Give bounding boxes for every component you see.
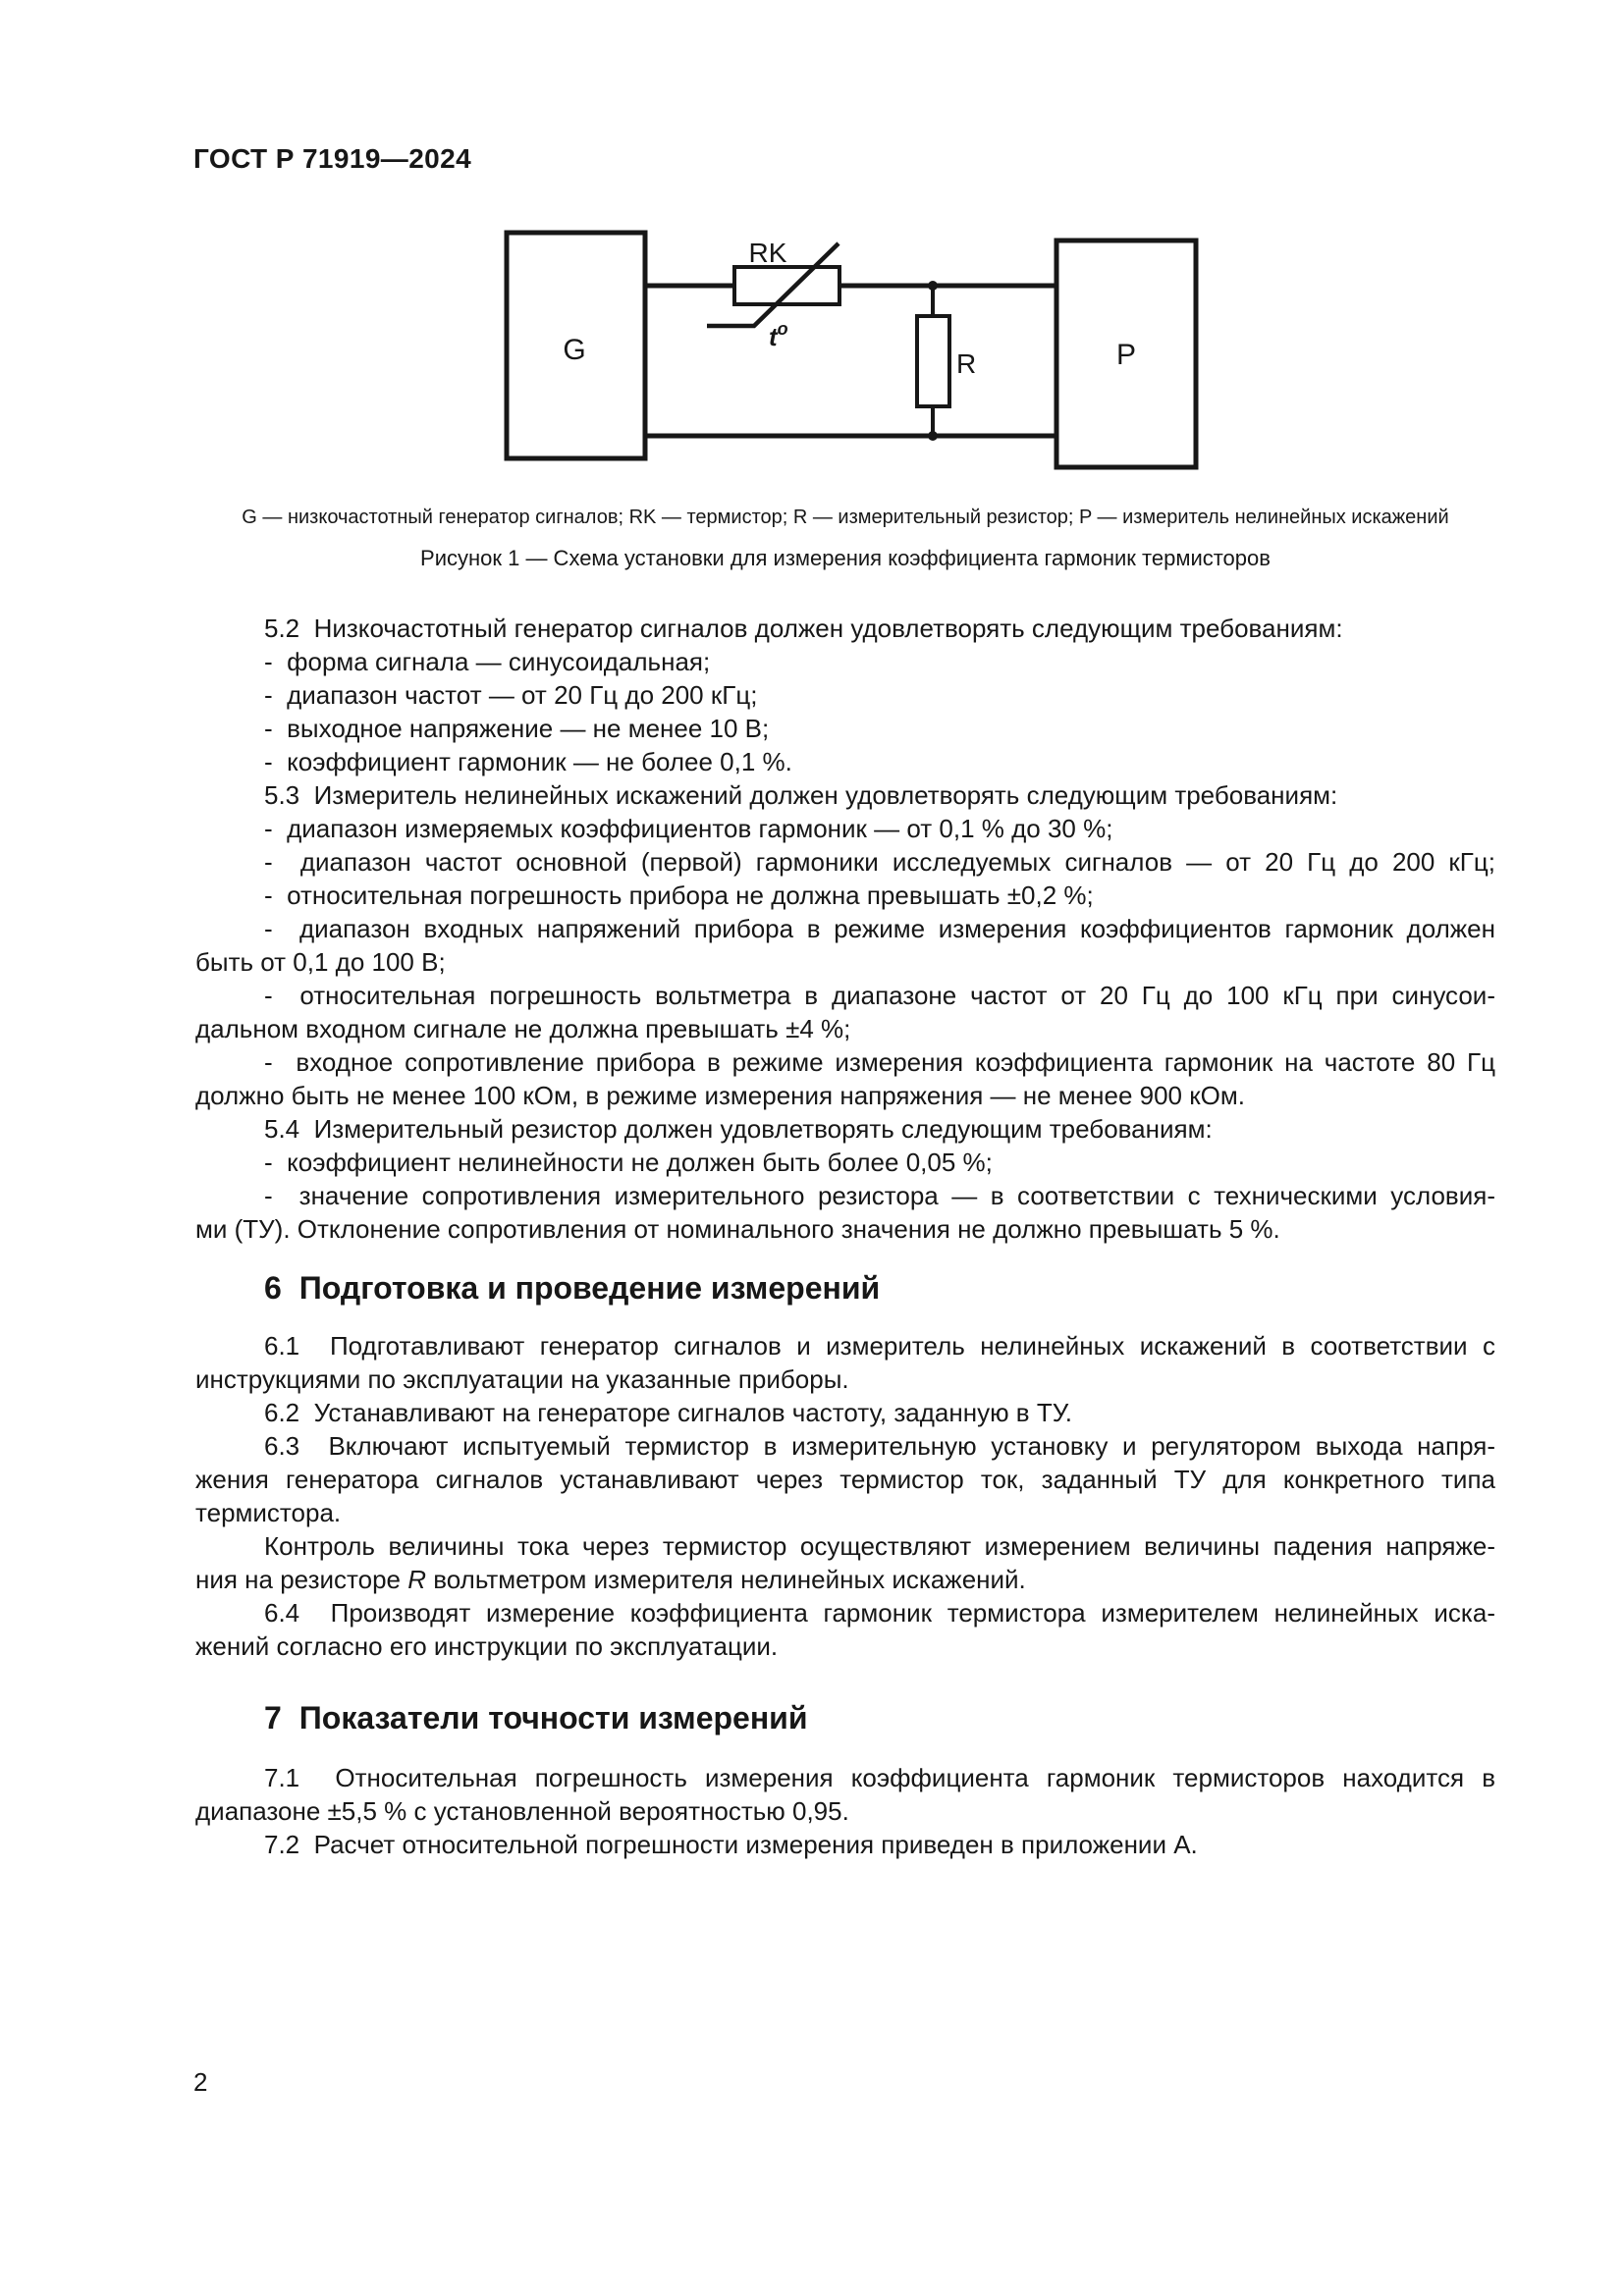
text-line: 7.2 Расчет относительной погрешности измерения приведен в приложении А. [264,1830,1198,1859]
italic-symbol: R [407,1565,427,1594]
text-line: Контроль величины тока через термистор осуществляют измерением величины падения напряже- [264,1531,1495,1561]
section-heading-7 [264,1700,808,1735]
text-line: 6.4 Производят измерение коэффициента гармоник термистора измерителем нелинейных иска- [264,1598,1495,1628]
text-line: - диапазон частот основной (первой) гармоники исследуемых сигналов — от 20 Гц до 200 кГц; [264,847,1495,877]
text-line: должно быть не менее 100 кОм, в режиме измерения напряжения — не менее 900 кОм. [195,1081,1245,1110]
text-line: 6.2 Устанавливают на генераторе сигналов частоту, заданную в ТУ. [264,1398,1073,1427]
section-7-accuracy [195,1761,1495,1861]
temperature-label: $t^o$ [769,319,788,351]
text-line: дальном входном сигнале не должна превышать ±4 %; [195,1014,851,1043]
section-6-procedure [195,1329,1495,1663]
figure-legend: G — низкочастотный генератор сигналов; RK — термистор; R — измерительный резистор; P — измеритель нелинейных искажений [242,507,1449,528]
section-title: Показатели точности измерений [298,1700,808,1735]
section-number: 7 [264,1700,282,1735]
text-line: 6.1 Подготавливают генератор сигналов и измеритель нелинейных искажений в соответствии с [264,1331,1495,1361]
text-line: - входное сопротивление прибора в режиме измерения коэффициента гармоник на частоте 80 Гц [264,1047,1495,1077]
text-line: - относительная погрешность вольтметра в диапазоне частот от 20 Гц до 100 кГц при синусои- [264,981,1495,1010]
page-number: 2 [193,2067,208,2097]
resistor-label: R [956,348,977,379]
text-line: 5.3 Измеритель нелинейных искажений должен удовлетворять следующим требованиям: [264,780,1338,810]
junction-dot-bottom [928,431,938,441]
section-title: Подготовка и проведение измерений [298,1270,881,1306]
text-line: инструкциями по эксплуатации на указанные приборы. [195,1364,849,1394]
figure-diagram [442,196,1247,510]
section-heading-6 [264,1270,880,1306]
text-line: - выходное напряжение — не менее 10 В; [264,714,770,743]
text-line: - коэффициент гармоник — не более 0,1 %. [264,747,792,776]
text-segment: вольтметром измерителя нелинейных искажений. [426,1565,1026,1594]
text-line: ми (ТУ). Отклонение сопротивления от номинального значения не должно превышать 5 %. [195,1214,1280,1244]
text-line [195,1563,1495,1596]
section-number: 6 [264,1270,282,1306]
text-line: - диапазон измеряемых коэффициентов гармоник — от 0,1 % до 30 %; [264,814,1113,843]
thermistor-label: RK [748,238,787,268]
text-line: - форма сигнала — синусоидальная; [264,647,711,676]
meter-label: P [1115,339,1137,371]
text-line: - относительная погрешность прибора не должна превышать ±0,2 %; [264,881,1094,910]
resistor-symbol [917,316,949,406]
figure-title: Рисунок 1 — Схема установки для измерения коэффициента гармоник термисторов [420,546,1271,570]
text-line: - диапазон входных напряжений прибора в режиме измерения коэффициентов гармоник должен [264,914,1495,943]
text-line: жения генератора сигналов устанавливают через термистор ток, заданный ТУ для конкретного типа [195,1465,1495,1494]
section-5-requirements [195,612,1495,1246]
junction-dot-top [928,281,938,291]
text-line: 5.2 Низкочастотный генератор сигналов должен удовлетворять следующим требованиям: [264,614,1343,643]
text-line: термистора. [195,1498,342,1527]
standard-designation: ГОСТ Р 71919—2024 [193,143,472,174]
text-line: 5.4 Измерительный резистор должен удовлетворять следующим требованиям: [264,1114,1213,1144]
text-segment: ния на резисторе [195,1565,408,1594]
text-line: 6.3 Включают испытуемый термистор в измерительную установку и регулятором выхода напря- [264,1431,1495,1461]
text-line: - коэффициент нелинейности не должен быть более 0,05 %; [264,1148,993,1177]
text-line: - значение сопротивления измерительного резистора — в соответствии с техническими условия- [264,1181,1495,1210]
text-line: быть от 0,1 до 100 В; [195,947,446,977]
text-line: - диапазон частот — от 20 Гц до 200 кГц; [264,680,758,710]
text-line: 7.1 Относительная погрешность измерения коэффициента гармоник термисторов находится в [264,1763,1495,1792]
text-line: жений согласно его инструкции по эксплуатации. [195,1631,779,1661]
text-line: диапазоне ±5,5 % с установленной вероятностью 0,95. [195,1796,849,1826]
generator-label: G [563,334,586,366]
thermistor-symbol [734,267,839,304]
